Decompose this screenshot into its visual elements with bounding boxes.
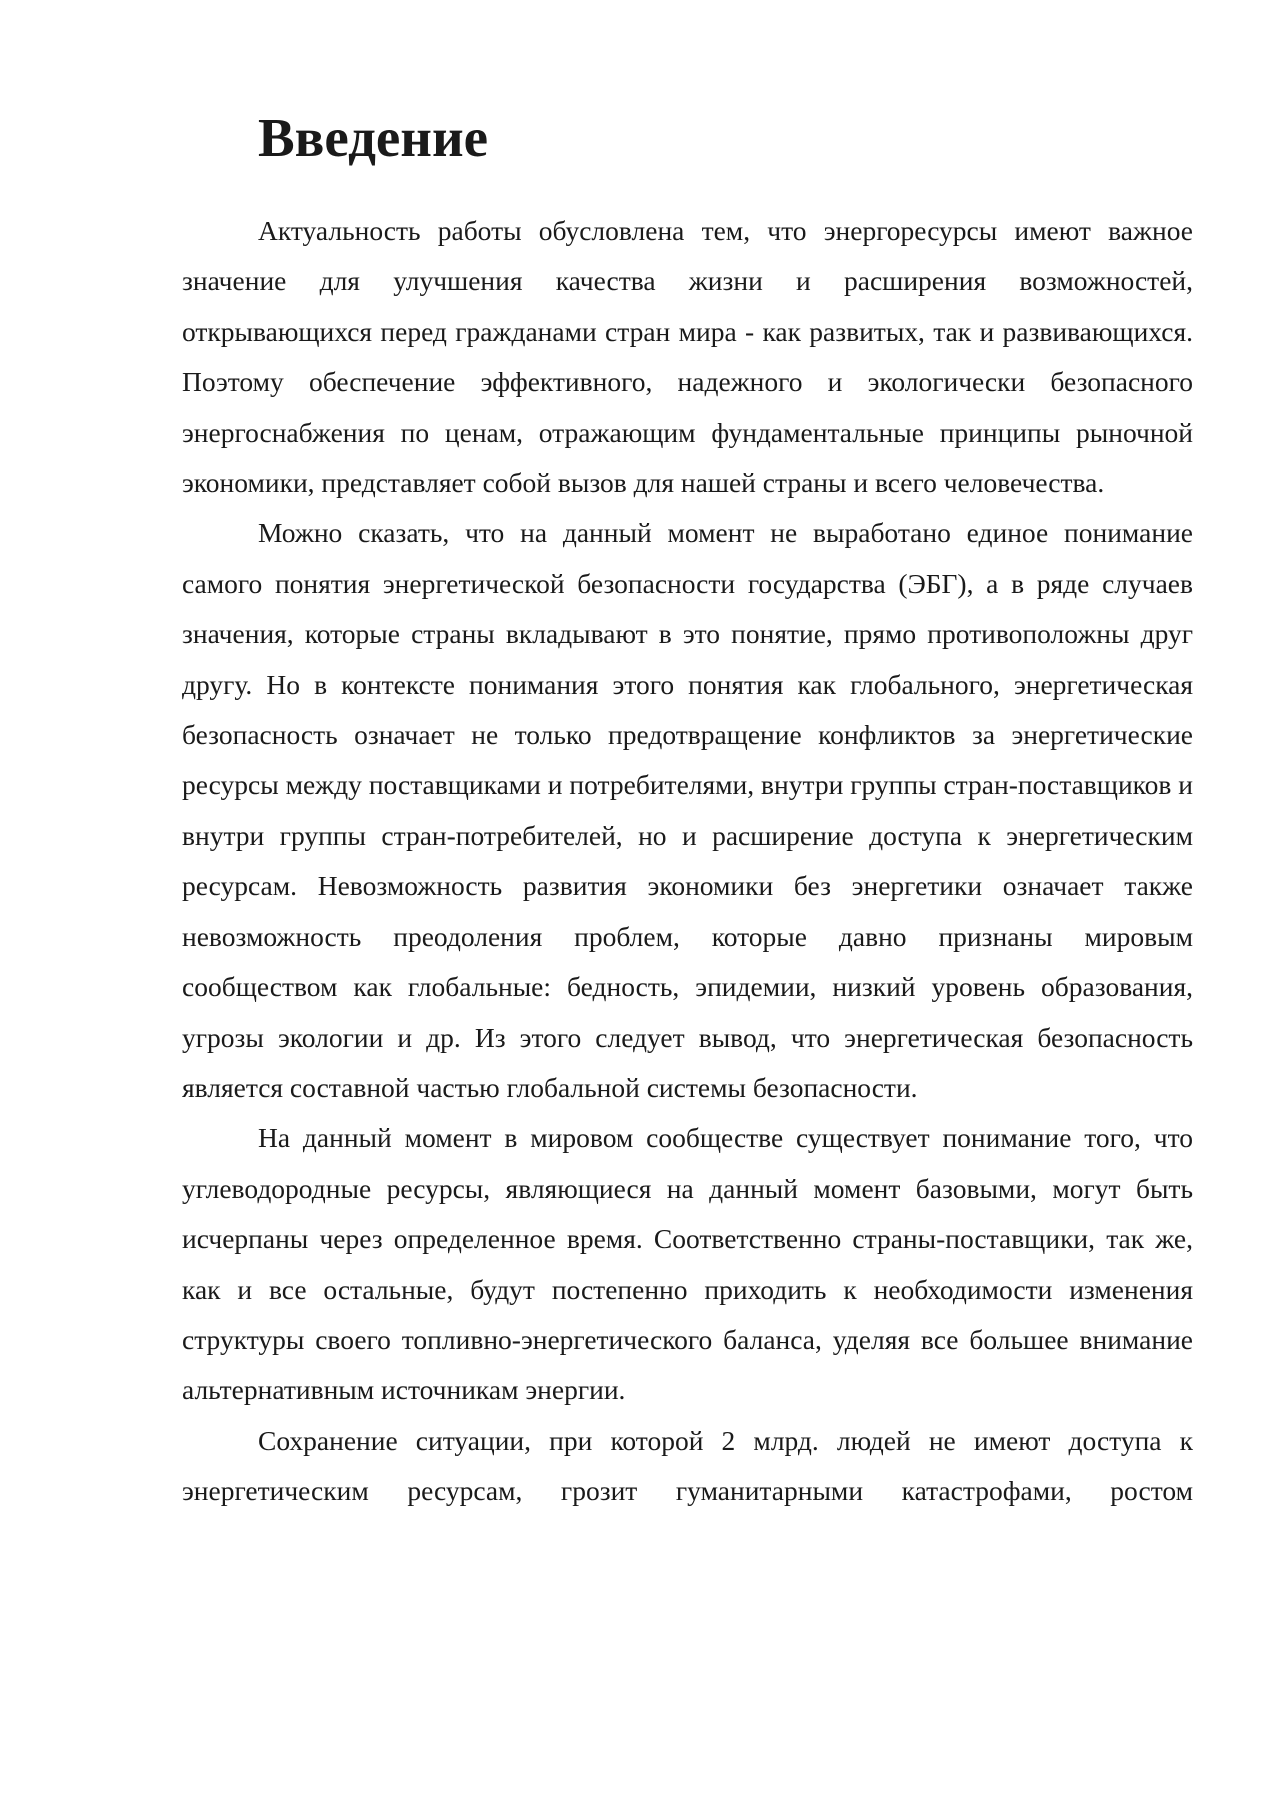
paragraph-hydrocarbon-resources: На данный момент в мировом сообществе существует понимание того, что углеводородные ресурсы, являющиеся на данный момент базовыми, могут быть исчерпаны через определенное время. Соответственно страны-поставщики, так же, как и все остальные, будут постепенно приходить к необходимости изменения структуры своего топливно-энергетического баланса, уделяя все большее внимание альтернативным источникам энергии.: [182, 1122, 1193, 1406]
paragraph-energy-security-definition: Можно сказать, что на данный момент не выработано единое понимание самого понятия энергетической безопасности государства (ЭБГ), а в ряде случаев значения, которые страны вкладывают в это понятие, прямо противоположны друг другу. Но в контексте понимания этого понятия как глобального, энергетическая безопасность означает не только предотвращение конфликтов за энергетические ресурсы между поставщиками и потребителями, внутри группы стран-поставщиков и внутри группы стран-потребителей, но и расширение доступа к энергетическим ресурсам. Невозможность развития экономики без энергетики означает также невозможность преодоления проблем, которые давно признаны мировым сообществом как глобальные: бедность, эпидемии, низкий уровень образования, угрозы экологии и др. Из этого следует вывод, что энергетическая безопасность является составной частью глобальной системы безопасности.: [182, 517, 1193, 1103]
paragraph-relevance: Актуальность работы обусловлена тем, что энергоресурсы имеют важное значение для улучшения качества жизни и расширения возможностей, открывающихся перед гражданами стран мира - как развитых, так и развивающихся. Поэтому обеспечение эффективного, надежного и экологически безопасного энергоснабжения по ценам, отражающим фундаментальные принципы рыночной экономики, представляет собой вызов для нашей страны и всего человечества.: [182, 215, 1193, 499]
section-heading: Введение: [258, 107, 489, 168]
paragraph-energy-access: Сохранение ситуации, при которой 2 млрд. людей не имеют доступа к энергетическим ресурсам, грозит гуманитарными катастрофами, ростом: [182, 1424, 1193, 1507]
document-page: [182, 107, 1193, 1517]
